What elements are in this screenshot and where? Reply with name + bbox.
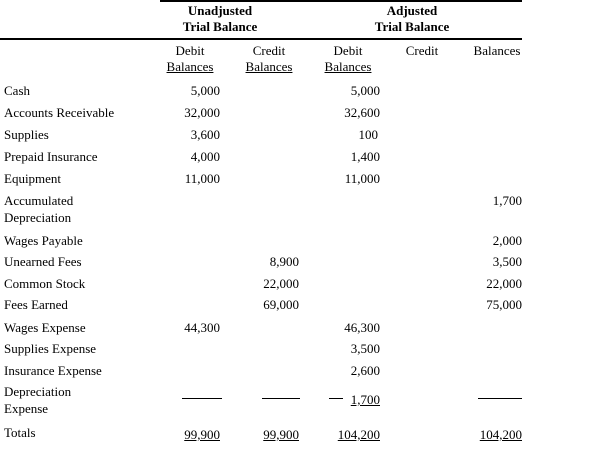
row-label-prepaid: Prepaid Insurance (4, 149, 98, 164)
col-unadj-debit-line1: Debit (175, 43, 205, 58)
row-label-supplies: Supplies (4, 127, 49, 142)
row-label-unearned: Unearned Fees (4, 254, 82, 269)
adjusted-header (352, 3, 472, 35)
rule-unadj-debit (182, 398, 222, 399)
rule-adj-balances (478, 398, 522, 399)
row-uc-unearned: 8,900 (269, 254, 299, 269)
row-ad-wages-expense: 46,300 (344, 320, 380, 335)
col-unadj-debit-header (158, 43, 222, 75)
row-label-equipment: Equipment (4, 171, 62, 186)
row-ad-depreciation-expense: 1,700 (350, 392, 380, 407)
col-unadj-credit-header (237, 43, 301, 75)
row-label-insurance-expense: Insurance Expense (4, 363, 102, 378)
col-adj-credit-header (396, 43, 448, 59)
row-ad-insurance-expense: 2,600 (350, 363, 380, 378)
row-ad-supplies-expense: 3,500 (350, 341, 380, 356)
row-ad-cash: 5,000 (350, 83, 380, 98)
row-label-wages-payable: Wages Payable (4, 233, 83, 248)
row-label-supplies-expense: Supplies Expense (4, 341, 97, 356)
row-label-depreciation-expense-2: Expense (4, 401, 49, 416)
row-ac-unearned: 3,500 (492, 254, 522, 269)
col-adj-credit-line1: Credit (405, 43, 439, 58)
col-adj-balances-line1: Balances (473, 43, 521, 58)
row-ud-equipment: 11,000 (184, 171, 220, 186)
row-label-fees-earned: Fees Earned (4, 297, 68, 312)
adjusted-line2: Trial Balance (374, 19, 450, 34)
rule-adj-debit (329, 398, 343, 399)
top-rule (160, 0, 522, 2)
adjusted-line1: Adjusted (386, 3, 438, 18)
rule-unadj-credit (262, 398, 300, 399)
row-ud-wages-expense: 44,300 (184, 320, 220, 335)
row-uc-fees-earned: 69,000 (263, 297, 299, 312)
header-rule (0, 38, 522, 40)
row-label-accum-dep: Accumulated (4, 193, 74, 208)
row-ac-accum-dep: 1,700 (492, 193, 522, 208)
row-ad-supplies: 100 (358, 127, 378, 142)
row-label-wages-expense: Wages Expense (4, 320, 86, 335)
row-label-totals: Totals (4, 425, 36, 440)
col-adj-balances-header (462, 43, 532, 59)
row-label-cash: Cash (4, 83, 30, 98)
unadjusted-line1: Unadjusted (187, 3, 253, 18)
total-unadj-credit: 99,900 (263, 427, 299, 442)
row-ud-ar: 32,000 (184, 105, 220, 120)
row-label-common-stock: Common Stock (4, 276, 86, 291)
col-adj-debit-header (316, 43, 380, 75)
unadjusted-header (160, 3, 280, 35)
total-unadj-debit: 99,900 (184, 427, 220, 442)
row-ad-equipment: 11,000 (344, 171, 380, 186)
row-ac-fees-earned: 75,000 (486, 297, 522, 312)
row-ac-wages-payable: 2,000 (492, 233, 522, 248)
total-adj-debit: 104,200 (337, 427, 380, 442)
row-label-depreciation-expense: Depreciation (4, 384, 72, 399)
unadjusted-line2: Trial Balance (182, 19, 258, 34)
row-uc-common-stock: 22,000 (263, 276, 299, 291)
row-label-ar: Accounts Receivable (4, 105, 115, 120)
row-ac-common-stock: 22,000 (486, 276, 522, 291)
row-ud-supplies: 3,600 (190, 127, 220, 142)
col-unadj-credit-line2: Balances (245, 59, 293, 74)
col-unadj-credit-line1: Credit (252, 43, 286, 58)
col-adj-debit-line2: Balances (324, 59, 372, 74)
row-label-accum-dep-2: Depreciation (4, 210, 72, 225)
total-adj-balances: 104,200 (479, 427, 522, 442)
col-adj-debit-line1: Debit (333, 43, 363, 58)
col-unadj-debit-line2: Balances (166, 59, 214, 74)
row-ad-ar: 32,600 (344, 105, 380, 120)
row-ud-cash: 5,000 (190, 83, 220, 98)
row-ad-prepaid: 1,400 (350, 149, 380, 164)
row-ud-prepaid: 4,000 (190, 149, 220, 164)
